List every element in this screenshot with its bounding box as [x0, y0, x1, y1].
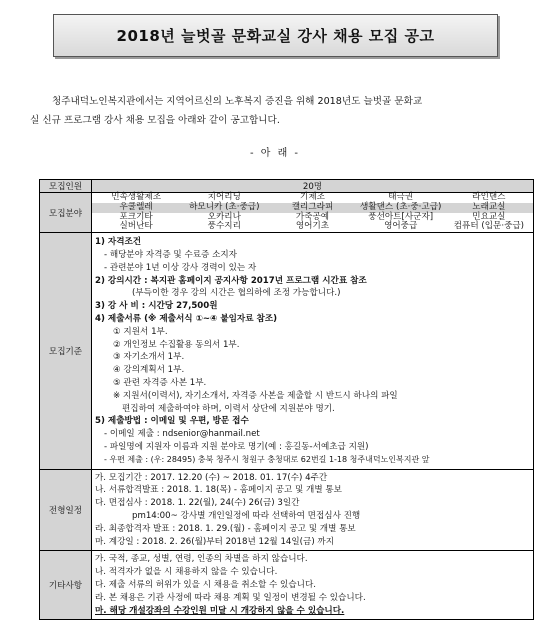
criteria-note: ※ 지원서(이력서), 자기소개서, 자격증 사본을 제출할 시 반드시 하나의 파일	[113, 390, 398, 401]
etc-line: 나. 적격자가 없을 시 채용하지 않을 수 있습니다.	[95, 567, 278, 578]
criteria-line: ① 지원서 1부.	[113, 326, 168, 337]
criteria-line: (부득이한 경우 강의 시간은 협의하에 조정 가능합니다.)	[132, 288, 341, 299]
intro-paragraph	[30, 92, 530, 130]
intro-line-1: 청주내덕노인복지관에서는 지역어르신의 노후복지 증진을 위해 2018년도 늘벗골 문화교	[52, 96, 423, 107]
field-item: 생활댄스 (초·중·고급)	[357, 203, 445, 213]
etc-line: 가. 국적, 종교, 성별, 연령, 인종의 차별을 하지 않습니다.	[95, 554, 308, 565]
criteria-heading: 4) 제출서류 (※ 제출서식 ①~④ 붙임자료 참조)	[95, 313, 278, 324]
field-item: 태극권	[388, 192, 414, 202]
field-item: 라인댄스	[472, 192, 506, 202]
criteria-cell	[92, 233, 534, 469]
field-item: 캘리그라피	[268, 203, 356, 213]
criteria-line: - 관련분야 1년 이상 강사 경력이 있는 자	[104, 262, 257, 273]
page-title: 2018년 늘벗골 문화교실 강사 채용 모집 공고	[53, 14, 498, 57]
etc-line-emphasis: 마. 해당 개설강좌의 수강인원 미달 시 개강하지 않을 수 있습니다.	[95, 605, 345, 616]
schedule-label: 전형일정	[40, 469, 92, 551]
field-item: 하모니카 (초·중급)	[180, 203, 268, 213]
field-item: 포크기타	[119, 211, 153, 222]
criteria-line: ④ 강의계획서 1부.	[113, 365, 185, 376]
criteria-line: - 해당분야 자격증 및 수료증 소지자	[104, 249, 237, 260]
criteria-line: ② 개인정보 수집활용 동의서 1부.	[113, 339, 240, 350]
etc-label: 기타사항	[40, 551, 92, 620]
criteria-line: - 우편 제출 : (우: 28495) 충북 청주시 청원구 충청대로 62번길 1-18 청주내덕노인복지관 앞	[104, 454, 430, 464]
criteria-line: - 파일명에 지원자 이름과 지원 분야로 명기(예 : 홍길동-서예초급 지원)	[104, 441, 369, 452]
field-item: 영어기초	[295, 221, 330, 232]
schedule-line: 가. 모집기간 : 2017. 12.20 (수) ~ 2018. 01. 17(수) 4주간	[95, 472, 328, 483]
criteria-line: ⑤ 관련 자격증 사본 1부.	[113, 377, 207, 388]
criteria-note: 편집하여 제출하여야 하며, 이력서 상단에 지원분야 명기.	[122, 403, 335, 414]
field-item: 컴퓨터 (입문·중급)	[453, 221, 525, 232]
schedule-row	[40, 469, 534, 551]
recruit-row	[40, 180, 534, 193]
recruit-value: 20명	[92, 180, 534, 193]
intro-line-2: 실 신규 프로그램 강사 채용 모집을 아래와 같이 공고합니다.	[30, 115, 280, 126]
field-item: 민요교실	[472, 211, 506, 222]
criteria-label: 모집기준	[40, 233, 92, 469]
criteria-heading: 3) 강 사 비 : 시간당 27,500원	[95, 301, 218, 312]
schedule-line: 나. 서류합격발표 : 2018. 1. 18(목) - 홈페이지 공고 및 개별 통보	[95, 485, 342, 496]
fields-row	[40, 193, 534, 233]
criteria-line: - 이메일 제출 : ndsenior@hanmail.net	[104, 429, 260, 440]
etc-cell	[92, 551, 534, 620]
field-item: 영어중급	[384, 221, 418, 232]
field-item: 오카리나	[207, 211, 241, 222]
field-item: 실버난타	[119, 221, 153, 232]
recruitment-table	[39, 179, 534, 620]
schedule-line: 다. 면접심사 : 2018. 1. 22(월), 24(수) 26(금) 3일간	[95, 498, 300, 509]
field-item: 풍수지리	[207, 221, 241, 232]
etc-row	[40, 551, 534, 620]
schedule-line: 라. 최종합격자 발표 : 2018. 1. 29.(월) - 홈페이지 공고 및 개별 통보	[95, 523, 356, 534]
criteria-line: ③ 자기소개서 1부.	[113, 352, 185, 363]
field-item: 치어리딩	[207, 192, 241, 202]
schedule-line: 마. 계강일 : 2018. 2. 26(월)부터 2018년 12월 14일(금) 까지	[95, 536, 335, 547]
fields-label: 모집분야	[40, 193, 92, 233]
criteria-row	[40, 233, 534, 469]
field-item: 우쿨렐레	[92, 203, 180, 213]
recruit-label: 모집인원	[40, 180, 92, 193]
fields-grid	[92, 193, 533, 232]
field-item: 노래교실	[445, 203, 533, 213]
field-item: 가죽공예	[295, 211, 330, 222]
etc-line: 라. 본 채용은 기관 사정에 따라 채용 계획 및 일정이 변경될 수 있습니다.	[95, 592, 366, 603]
fields-grid-cell	[92, 193, 534, 233]
section-divider-mark: - 아 래 -	[249, 148, 301, 159]
criteria-heading: 5) 제출방법 : 이메일 및 우편, 방문 접수	[95, 416, 249, 427]
field-item: 민속생활체조	[111, 192, 161, 202]
field-item: 풍선아트[사군자]	[368, 211, 434, 222]
etc-line: 다. 제출 서류의 허위가 있을 시 채용을 취소할 수 있습니다.	[95, 579, 316, 590]
schedule-cell	[92, 469, 534, 551]
field-item: 기체조	[300, 192, 325, 202]
criteria-heading: 2) 강의시간 : 복지관 홈페이지 공지사항 2017년 프로그램 시간표 참조	[95, 275, 367, 286]
schedule-line: pm14:00~ 강사별 개인일정에 따라 선택하여 면접심사 진행	[132, 510, 361, 521]
criteria-heading: 1) 자격조건	[95, 237, 142, 248]
